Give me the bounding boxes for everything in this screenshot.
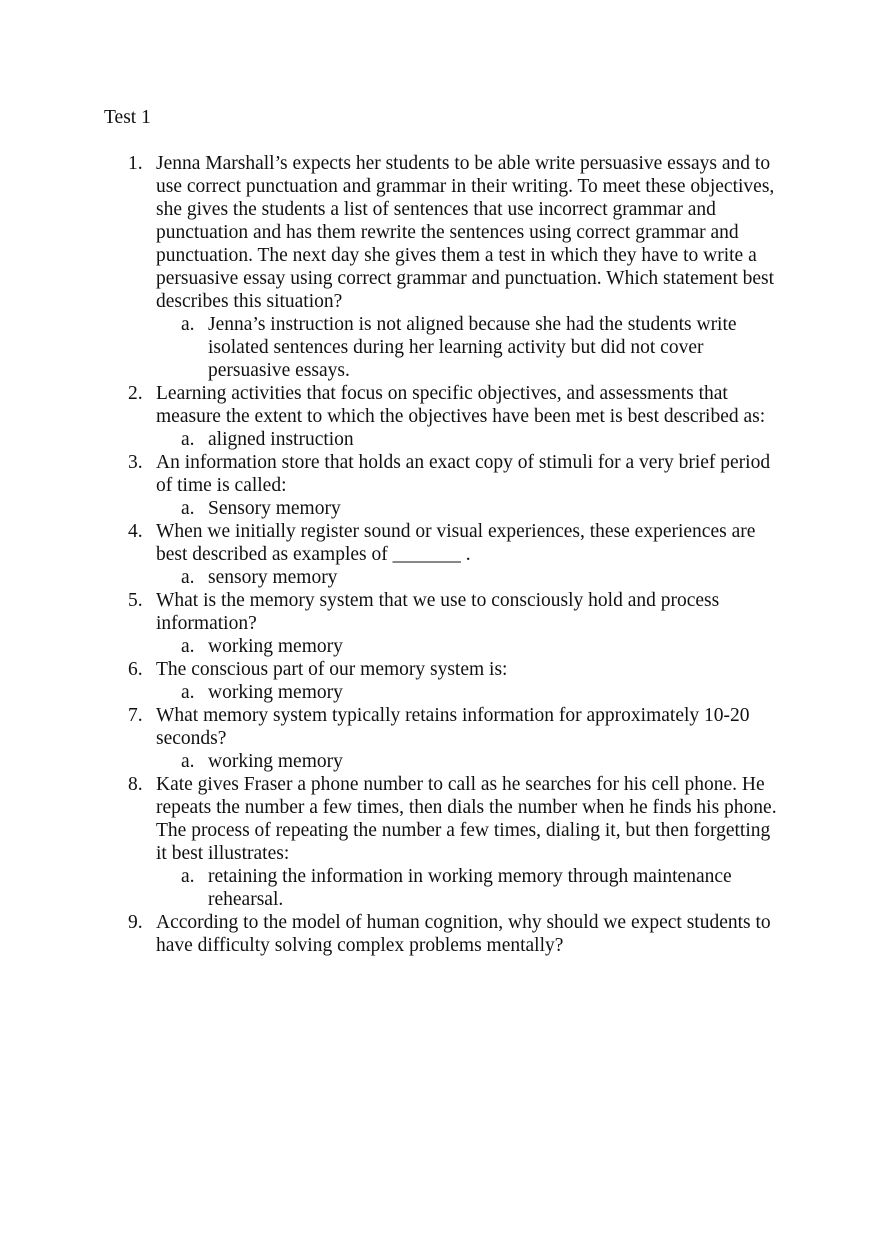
- answer-letter: a.: [181, 498, 195, 519]
- answer-letter: a.: [181, 636, 195, 657]
- question-8: [0, 773, 880, 911]
- answer-item: [156, 681, 780, 704]
- answer-text: working memory: [208, 751, 343, 772]
- document-title: Test 1: [104, 107, 151, 128]
- answer-text: retaining the information in working memory through maintenance rehearsal.: [208, 866, 732, 910]
- answer-text: aligned instruction: [208, 429, 354, 450]
- answer-item: [156, 566, 780, 589]
- answer-text: Jenna’s instruction is not aligned because she had the students write isolated sentences during her learning activity but did not cover persuasive essays.: [208, 314, 737, 381]
- question-4: [0, 520, 880, 589]
- question-number: 6.: [128, 659, 143, 680]
- question-text: Kate gives Fraser a phone number to call as he searches for his cell phone. He repeats the number a few times, then dials the number when he finds his phone. The process of repeating the number a few times, dialing it, but then forgetting it best illustrates:: [156, 774, 777, 864]
- question-7: [0, 704, 880, 773]
- answer-letter: a.: [181, 751, 195, 772]
- answer-item: [156, 865, 780, 911]
- answer-letter: a.: [181, 314, 195, 335]
- answer-list: [156, 865, 780, 911]
- question-text: What memory system typically retains information for approximately 10-20 seconds?: [156, 705, 750, 749]
- answer-item: [156, 750, 780, 773]
- question-3: [0, 451, 880, 520]
- question-number: 8.: [128, 774, 143, 795]
- question-number: 3.: [128, 452, 143, 473]
- answer-letter: a.: [181, 567, 195, 588]
- answer-item: [156, 497, 780, 520]
- answer-letter: a.: [181, 866, 195, 887]
- question-text: The conscious part of our memory system is:: [156, 659, 508, 680]
- answer-text: Sensory memory: [208, 498, 341, 519]
- question-number: 5.: [128, 590, 143, 611]
- question-9: [0, 911, 880, 957]
- question-5: [0, 589, 880, 658]
- question-list: [0, 152, 880, 957]
- question-text: An information store that holds an exact copy of stimuli for a very brief period of time is called:: [156, 452, 771, 496]
- question-number: 7.: [128, 705, 143, 726]
- answer-list: [156, 497, 780, 520]
- question-text: When we initially register sound or visual experiences, these experiences are best described as examples of _______ .: [156, 521, 756, 565]
- answer-text: working memory: [208, 682, 343, 703]
- answer-list: [156, 750, 780, 773]
- answer-item: [156, 313, 780, 382]
- question-6: [0, 658, 880, 704]
- answer-item: [156, 428, 780, 451]
- question-text: What is the memory system that we use to consciously hold and process information?: [156, 590, 720, 634]
- question-number: 2.: [128, 383, 143, 404]
- question-number: 1.: [128, 153, 143, 174]
- answer-letter: a.: [181, 429, 195, 450]
- question-number: 9.: [128, 912, 143, 933]
- answer-list: [156, 566, 780, 589]
- question-2: [0, 382, 880, 451]
- answer-text: working memory: [208, 636, 343, 657]
- answer-list: [156, 681, 780, 704]
- answer-list: [156, 313, 780, 382]
- answer-list: [156, 428, 780, 451]
- question-text: Jenna Marshall’s expects her students to be able write persuasive essays and to use correct punctuation and grammar in their writing. To meet these objectives, she gives the students a list of sentences that use incorrect grammar and punctuation and has them rewrite the sentences using correct grammar and punctuation. The next day she gives them a test in which they have to write a persuasive essay using correct grammar and punctuation. Which statement best describes this situation?: [156, 153, 775, 312]
- question-number: 4.: [128, 521, 143, 542]
- answer-letter: a.: [181, 682, 195, 703]
- question-text: According to the model of human cognition, why should we expect students to have difficulty solving complex problems mentally?: [156, 912, 771, 956]
- question-text: Learning activities that focus on specific objectives, and assessments that measure the extent to which the objectives have been met is best described as:: [156, 383, 766, 427]
- question-1: [0, 152, 880, 382]
- answer-list: [156, 635, 780, 658]
- answer-text: sensory memory: [208, 567, 338, 588]
- answer-item: [156, 635, 780, 658]
